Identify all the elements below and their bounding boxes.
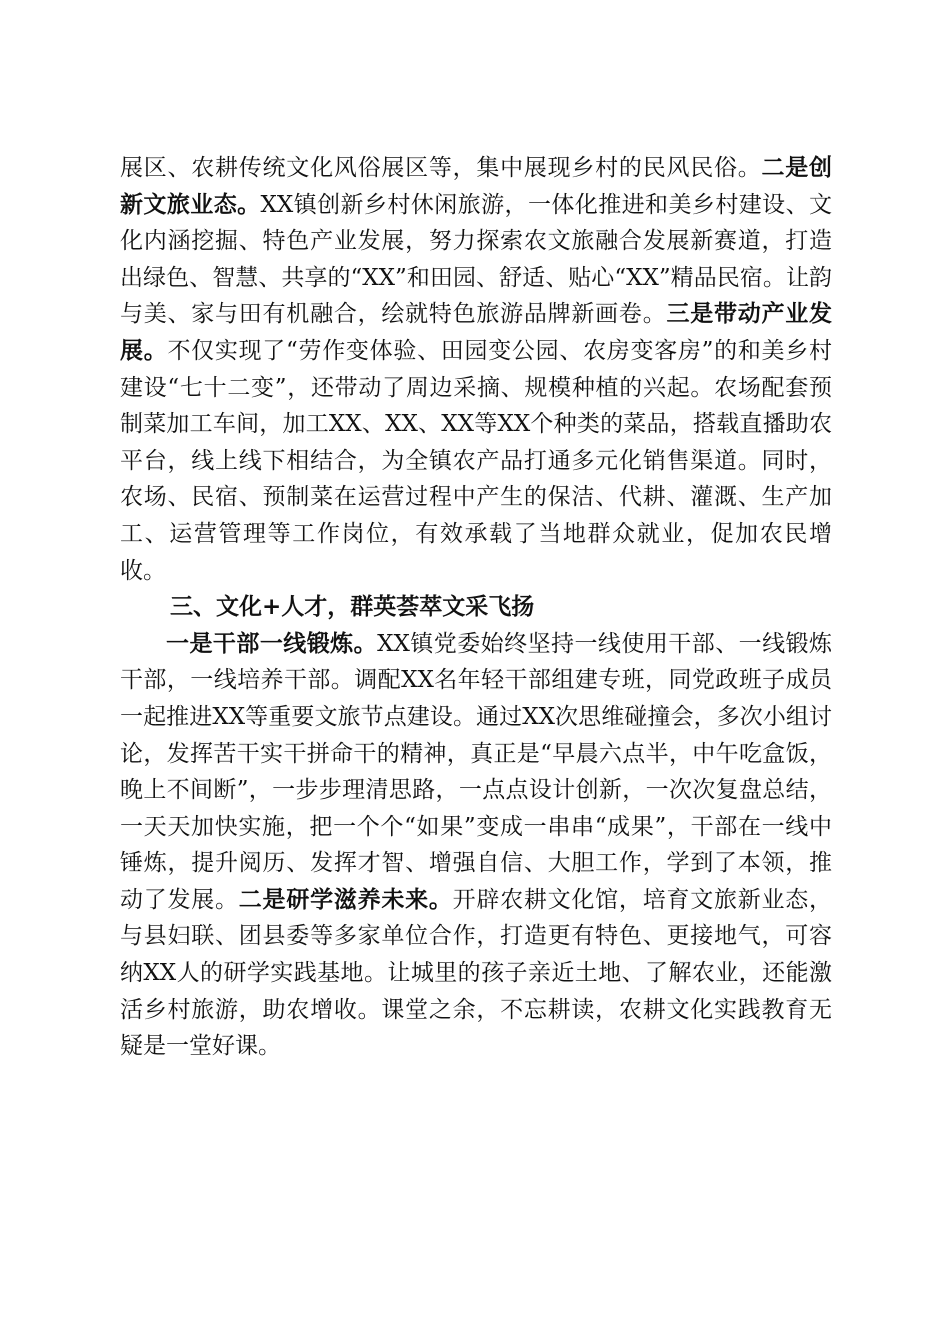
paragraph-cadre-training — [120, 626, 832, 1065]
paragraph-text: XX镇创新乡村休闲旅游，一体化推进和美乡村建设、文化内涵挖掘、特色产业发展，努力探索农文旅融合发展新赛道，打造出绿色、智慧、共享的“XX”和田园、舒适、贴心“XX”精品民宿。让韵与美、家与田有机融合，绘就特色旅游品牌新画卷。 — [120, 191, 833, 328]
lead-drive-industry: 三是带动产业发展。 — [120, 300, 833, 364]
section-heading-culture-talent: 三、文化+人才，群英荟萃文采飞扬 — [170, 594, 535, 621]
lead-innovate-tourism: 二是创新文旅业态。 — [120, 154, 833, 218]
paragraph-text: 展区、农耕传统文化风俗展区等，集中展现乡村的民风民俗。 — [120, 155, 762, 181]
paragraph-rural-tourism — [120, 150, 832, 589]
paragraph-text: 不仅实现了“劳作变体验、田园变公园、农房变客房”的和美乡村建设“七十二变”，还带动了周边采摘、规模种植的兴起。农场配套预制菜加工车间，加工XX、XX、XX等XX个种类的菜品，搭载直播助农平台，线上线下相结合，为全镇农产品打通多元化销售渠道。同时，农场、民宿、预制菜在运营过程中产生的保洁、代耕、灌溉、生产加工、运营管理等工作岗位，有效承载了当地群众就业，促加农民增收。 — [120, 337, 832, 584]
paragraph-text: XX镇党委始终坚持一线使用干部、一线锻炼干部，一线培养干部。调配XX名年轻干部组建专班，同党政班子成员一起推进XX等重要文旅节点建设。通过XX次思维碰撞会，多次小组讨论，发挥苦干实干拼命干的精神，真正是“早晨六点半，中午吃盒饭，晚上不间断”，一步步理清思路，一点点设计创新，一次次复盘总结，一天天加快实施，把一个个“如果”变成一串串“成果”，干部在一线中锤炼，提升阅历、发挥才智、增强自信、大胆工作，学到了本领，推动了发展。 — [120, 630, 833, 913]
paragraph-text: 开辟农耕文化馆，培育文旅新业态，与县妇联、团县委等多家单位合作，打造更有特色、更接地气，可容纳XX人的研学实践基地。让城里的孩子亲近土地、了解农业，还能激活乡村旅游，助农增收。课堂之余，不忘耕读，农耕文化实践教育无疑是一堂好课。 — [120, 886, 833, 1060]
lead-cadre-frontline: 一是干部一线锻炼。 — [166, 629, 378, 657]
lead-study-tour: 二是研学滋养未来。 — [238, 885, 453, 913]
document-body — [120, 150, 832, 1065]
